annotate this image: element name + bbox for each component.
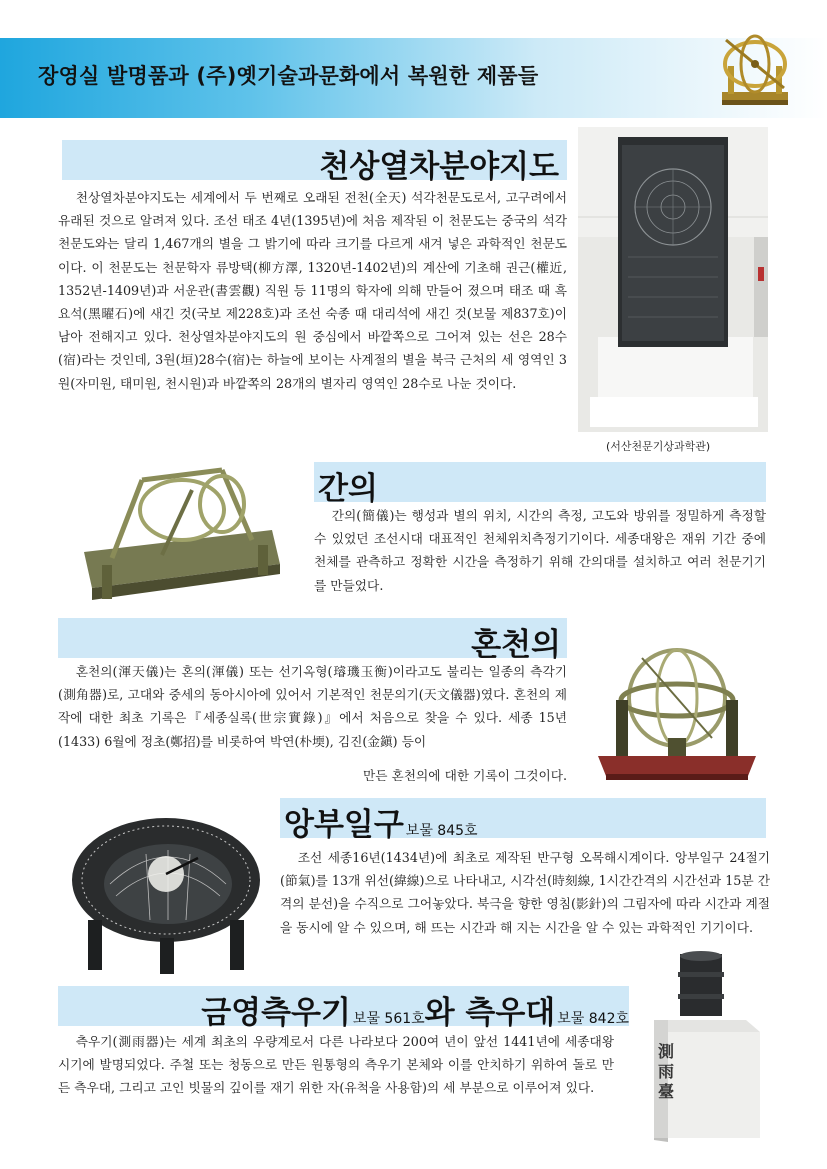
section-heading-wrap [201,987,629,1032]
ganui-instrument-image [72,460,284,620]
section-heading: 간의 [318,471,378,507]
header-banner [0,38,827,118]
section-heading-bar [280,798,766,843]
section-heading: 혼천의 [471,627,561,663]
section-body: 혼천의(渾天儀)는 혼의(渾儀) 또는 선기옥형(璿璣玉衡)이라고도 불리는 일종의 측각기(測角器)로, 고대와 중세의 동아시아에 있어서 기본적인 천문의기(天文儀器)였다. 혼천의 제작에 대한 최초 기록은『세종실록(世宗實錄)』에서 처음으로 찾을 수 있다. 세종 15년(1433) 6월에 정초(鄭招)를 비롯하여 박연(朴堧), 김진(金鎭) 등이 [58,664,567,749]
section-heading: 천상열차분야지도 [319,149,559,185]
section-heading-second: 와 측우대 [424,995,556,1031]
section-body: 조선 세종16년(1434년)에 최초로 제작된 반구형 오목해시계이다. 앙부일구 24절기(節氣)를 13개 위선(緯線)으로 나타내고, 시각선(時刻線, 1시간간격의 시간선과 15분 간격의 분선)을 수직으로 그어놓았다. 북극을 향한 영침(影針)의 그림자에 따라 시간과 계절을 동시에 알 수 있으며, 해 뜨는 시간과 해 지는 시간을 알 수 있는 과학적인 기기이다. [280,850,770,935]
section-heading: 앙부일구 [284,807,404,843]
section-body-last-line: 만든 혼천의에 대한 기록이 그것이다. [362,768,567,783]
section-heading: 금영측우기 [201,995,351,1031]
stone-inscription: 測雨臺 [657,1042,674,1101]
section-heading-wrap [284,799,478,844]
page-title: 장영실 발명품과 (주)옛기술과문화에서 복원한 제품들 [38,64,539,88]
armillary-logo-image [708,26,800,116]
star-map-stone-photo [578,127,768,432]
section-body: 간의(簡儀)는 행성과 별의 위치, 시간의 측정, 고도와 방위를 정밀하게 측정할 수 있었던 조선시대 대표적인 천체위치측정기기이다. 세종대왕은 재위 기간 중에 천체를 관측하고 정확한 시간을 측정하기 위해 간의대를 설치하고 여러 천문기기를 만들었다. [314,508,766,593]
section-body: 측우기(測雨器)는 세계 최초의 우량계로서 다른 나라보다 200여 년이 앞선 1441년에 세종대왕 시기에 발명되었다. 주철 또는 청동으로 만든 원통형의 측우기 본체와 이를 안치하기 위하여 돌로 만든 측우대, 그리고 고인 빗물의 깊이를 재기 위한 자(유척을 사용함)의 세 부분으로 이루어져 있다. [58,1034,614,1096]
treasure-number-note: 보물 561호 [352,1011,425,1027]
treasure-number-note-second: 보물 842호 [557,1011,629,1027]
section-heading-bar [314,462,766,507]
angbuilgu-sundial-image [66,800,266,978]
section-heading-bar [62,140,567,185]
section-heading-bar [58,618,567,663]
rain-gauge-stand-image [632,950,772,1146]
section-body: 천상열차분야지도는 세계에서 두 번째로 오래된 전천(全天) 석각천문도로서, 고구려에서 유래된 것으로 알려져 있다. 조선 태조 4년(1395년)에 처음 제작된 이 천문도는 중국의 석각천문도와는 달리 1,467개의 별을 그 밝기에 따라 크기를 다르게 새겨 넣은 과학적인 천문도이다. 이 천문도는 천문학자 류방택(柳方澤, 1320년-1402년)의 계산에 기초해 권근(權近, 1352년-1409년)과 서운관(書雲觀) 직원 등 11명의 학자에 의해 만들어 졌으며 태조 때 흑요석(黑曜石)에 새긴 것(국보 제228호)과 조선 숙종 때 대리석에 새긴 것(보물 제837호)이 남아 전해지고 있다. 천상열차분야지도의 원 중심에서 바깥쪽으로 그어져 있는 선은 28수(宿)라는 것인데, 3원(垣)28수(宿)는 하늘에 보이는 사계절의 별을 북극 근처의 세 영역인 3원(자미원, 태미원, 천시원)과 바깥쪽의 28개의 별자리 영역인 28수로 나눈 것이다. [58,190,567,391]
honcheonui-armillary-image [592,638,762,788]
photo-caption: (서산천문기상과학관) [606,440,711,453]
treasure-number-note: 보물 845호 [405,823,478,839]
section-heading-bar [58,986,629,1031]
